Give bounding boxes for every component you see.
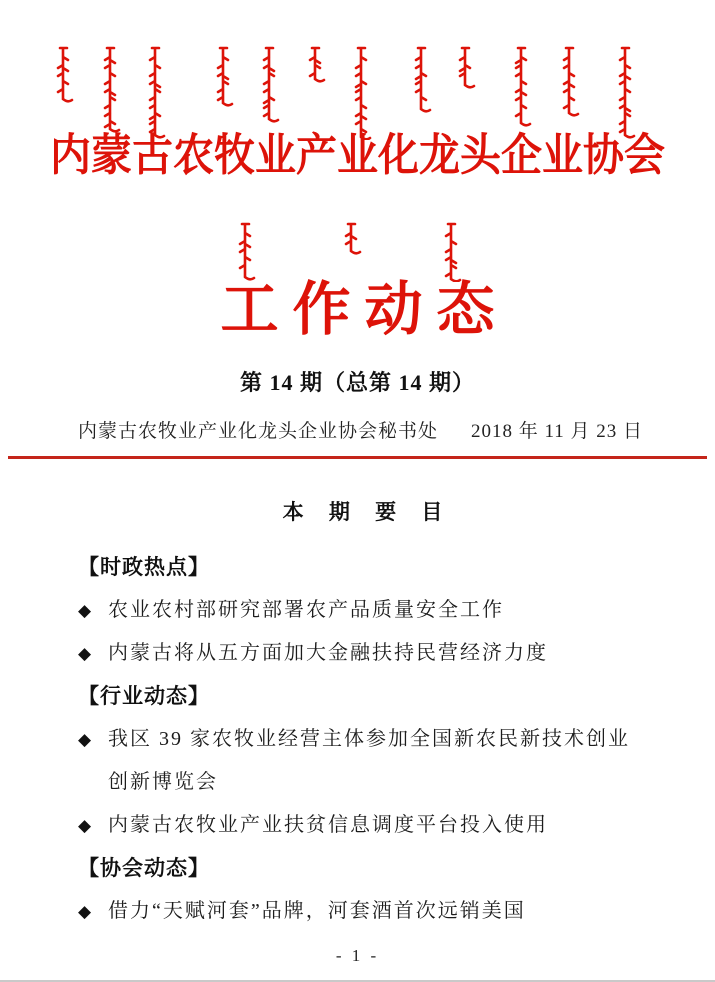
bullet-diamond-icon: ◆: [78, 816, 94, 835]
toc-item: [78, 804, 647, 847]
toc-item: [78, 632, 647, 675]
publisher-row: [78, 416, 643, 443]
toc-item-text: 内蒙古农牧业产业扶贫信息调度平台投入使用: [108, 814, 548, 836]
org-title: 内蒙古农牧业产业化龙头企业协会: [50, 130, 665, 180]
toc-section-title: 【行业动态】: [78, 684, 210, 708]
issue-line: 第 14 期（总第 14 期）: [239, 370, 475, 395]
toc-item-text: 内蒙古将从五方面加大金融扶持民营经济力度: [108, 642, 548, 664]
publisher-name: 内蒙古农牧业产业化龙头企业协会秘书处: [78, 421, 439, 442]
toc-section-title: 【协会动态】: [78, 856, 210, 880]
toc-item: [78, 589, 647, 632]
publish-date: 2018 年 11 月 23 日: [470, 421, 643, 442]
toc-item: [78, 718, 647, 804]
toc-item-text: 借力“天赋河套”品牌，河套酒首次远销美国: [108, 900, 526, 922]
toc-heading: 本 期 要 目: [282, 500, 453, 524]
bullet-diamond-icon: ◆: [78, 730, 94, 749]
bullet-diamond-icon: ◆: [78, 644, 94, 663]
bulletin-title: 工作动态: [220, 277, 509, 342]
page-number: - 1 -: [335, 946, 380, 965]
bullet-diamond-icon: ◆: [78, 902, 94, 921]
mongolian-script-glyphs-icon: [233, 222, 483, 282]
toc: [78, 490, 647, 933]
toc-item: [78, 890, 647, 933]
bullet-diamond-icon: ◆: [78, 601, 94, 620]
masthead-divider-rule: [8, 456, 707, 459]
toc-item-text: 我区 39 家农牧业经营主体参加全国新农民新技术创业创新博览会: [108, 728, 630, 793]
toc-item-text: 农业农村部研究部署农产品质量安全工作: [108, 599, 504, 621]
toc-section-title: 【时政热点】: [78, 555, 210, 579]
